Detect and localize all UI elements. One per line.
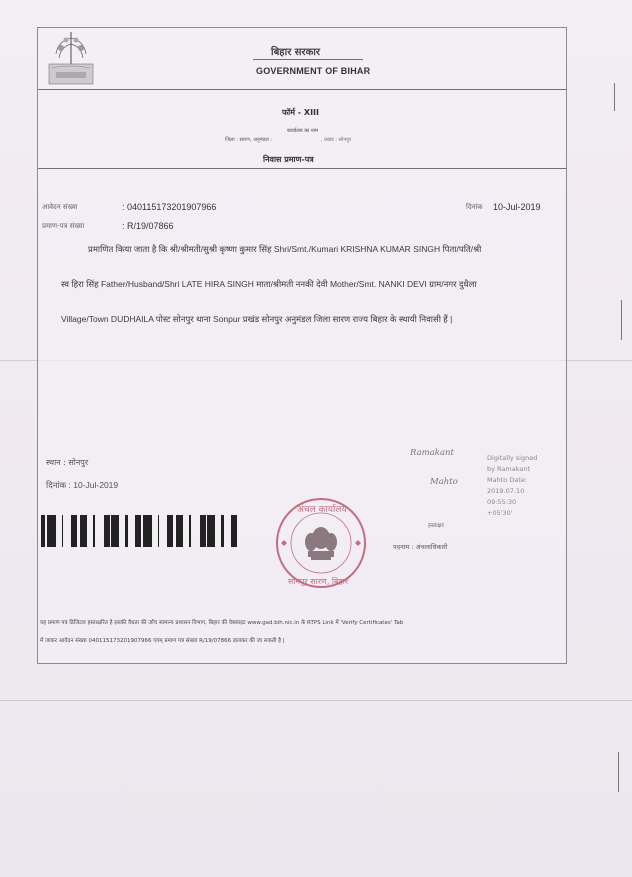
digital-signature-block — [487, 453, 537, 519]
digital-signature-line: by Ramakant — [487, 465, 531, 473]
header-rule — [38, 89, 566, 90]
seal-bottom-text: सोनपुर सारण, बिहार — [288, 577, 349, 586]
body-line-2: स्व हिरा सिंह Father/Husband/Shri LATE HIRA SINGH माता/श्रीमती ननकी देवी Mother/Smt. NANKI DEVI ग्राम/नगर दुधैला — [61, 279, 477, 289]
government-hindi: बिहार सरकार — [271, 47, 320, 58]
edge-mark — [614, 83, 615, 111]
certificate — [37, 27, 567, 664]
certificate-label: प्रमाण-पत्र संख्या — [42, 222, 85, 230]
digital-signature-line: Digitally signed — [487, 454, 538, 462]
government-english: GOVERNMENT OF BIHAR — [256, 66, 371, 76]
signature-surname: Mahto — [430, 477, 458, 487]
designation: पदनाम : अंचलाधिकारी — [393, 543, 448, 551]
edge-mark — [618, 752, 619, 792]
title-rule — [38, 168, 566, 169]
application-label: आवेदन संख्या — [42, 203, 78, 211]
form-number: फॉर्म - XIII — [282, 108, 320, 117]
certificate-number: : R/19/07866 — [122, 221, 174, 231]
date-label: दिनांक — [466, 203, 483, 211]
verification-note-2: में जाकर आवेदन संख्या 040115173201907966 एवम् प्रमाण पत्र संख्या R/19/07866 डालकर की जा सकती है | — [40, 638, 285, 644]
footer-date: दिनांक : 10-Jul-2019 — [46, 480, 119, 490]
body-line-3: Village/Town DUDHAILA पोस्ट सोनपुर थाना Sonpur प्रखंड सोनपुर अनुमंडल जिला सारण राज्य बिहार के स्थायी निवासी हैं | — [61, 314, 453, 324]
district-line: जिला : सारण, अनुमंडल : — [225, 137, 272, 143]
barcode-icon — [41, 515, 241, 547]
edge-mark — [621, 300, 622, 340]
header-divider — [253, 59, 363, 60]
signature-label: हस्ताक्षर — [428, 523, 444, 529]
body-line-1: प्रमाणित किया जाता है कि श्री/श्रीमती/सुश्री कृष्णा कुमार सिंह Shri/Smt./Kumari KRISHNA KUMAR SINGH पिता/पति/श्री — [88, 244, 482, 254]
digital-signature-line: 09:55:30 — [487, 498, 517, 506]
digital-signature-line: +05'30' — [487, 509, 513, 517]
verification-note-1: यह प्रमाण पत्र डिजिटल हस्ताक्षरित है इसकी वैधता की जाँच सामान्य प्रशासन विभाग, बिहार की वेबसाइट www.gad.bih.nic.in के RTPS Link में 'Verify Certificates' Tab — [40, 620, 404, 626]
seal-top-text: अंचल कार्यालय — [297, 505, 347, 515]
signature-first-name: Ramakant — [410, 448, 454, 458]
issue-date: 10-Jul-2019 — [493, 202, 541, 212]
digital-signature-line: 2019.07.10 — [487, 487, 525, 495]
office-seal-icon — [266, 488, 376, 598]
application-number: : 040115173201907966 — [122, 202, 217, 212]
bihar-emblem-icon — [48, 30, 94, 88]
office-label: कार्यालय का नाम — [287, 128, 318, 134]
digital-signature-line: Mahto Date: — [487, 476, 528, 484]
block-line: , प्रखंड : सोनपुर — [321, 137, 351, 143]
place-line: स्थान : सोनपुर — [46, 458, 89, 467]
paper-fold — [0, 700, 632, 701]
certificate-title: निवास प्रमाण-पत्र — [263, 155, 314, 164]
